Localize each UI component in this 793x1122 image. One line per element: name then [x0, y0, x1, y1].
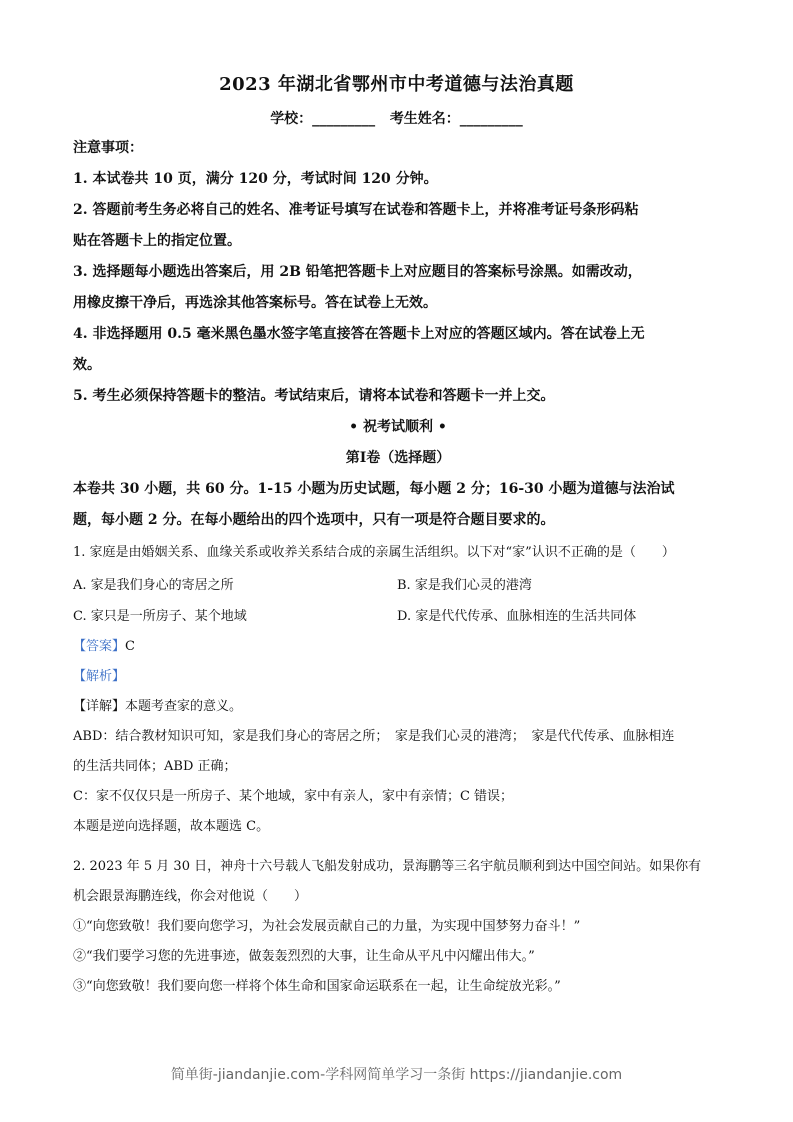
question-1-stem: [73, 538, 723, 568]
section-description-line: 题，每小题 2 分。在每小题给出的四个选项中，只有一项是符合题目要求的。: [73, 512, 555, 528]
footer-watermark-text: 简单街-jiandanjie.com-学科网简单学习一条街 https://jiandanjie.com: [170, 1067, 623, 1083]
statement-item: ③“向您致敬！我们要向您一样将个体生命和国家命运联系在一起，让生命绽放光彩。”: [73, 979, 561, 994]
detail-line: C：家不仅仅只是一所房子、某个地域，家中有亲人，家中有亲情；C 错误；: [73, 789, 514, 804]
good-luck-wish: • 祝考试顺利 •: [349, 419, 447, 435]
notice-line: 贴在答题卡上的指定位置。: [73, 233, 241, 249]
detail-line: ABD：结合教材知识可知，家是我们身心的寄居之所； 家是我们心灵的港湾； 家是代代传承、血脉相连: [73, 729, 675, 744]
answer-line: [73, 632, 723, 662]
statement-item: ②“我们要学习您的先进事迹，做轰轰烈烈的大事，让生命从平凡中闪耀出伟大。”: [73, 949, 535, 964]
detail-line: 【详解】本题考查家的意义。: [73, 699, 243, 714]
notice-section: [73, 133, 723, 536]
school-field-label: 学校：_________: [270, 111, 376, 127]
detail-line: 本题是逆向选择题，故本题选 C。: [73, 819, 270, 834]
notice-line: 4. 非选择题用 0.5 毫米黑色墨水签字笔直接答在答题卡上对应的答题区域内。答在试卷上无: [73, 326, 645, 342]
option-d: D. 家是代代传承、血脉相连的生活共同体: [397, 609, 637, 624]
question-1-options: [73, 570, 723, 632]
notice-line: 5. 考生必须保持答题卡的整洁。考试结束后，请将本试卷和答题卡一并上交。: [73, 388, 555, 404]
notice-line: 3. 选择题每小题选出答案后，用 2B 铅笔把答题卡上对应题目的答案标号涂黑。如需改动，: [73, 264, 642, 280]
question-1-solution: [73, 632, 723, 842]
option-row: [73, 570, 723, 601]
option-b: B. 家是我们心灵的港湾: [397, 578, 532, 593]
statement-item: ①“向您致敬！我们要向您学习，为社会发展贡献自己的力量，为实现中国梦努力奋斗！”: [73, 919, 581, 934]
notice-line: 1. 本试卷共 10 页，满分 120 分，考试时间 120 分钟。: [73, 171, 438, 187]
answer-value: C: [125, 639, 135, 654]
section-description-line: 本卷共 30 小题，共 60 分。1-15 小题为历史试题，每小题 2 分；16-30 小题为道德与法治试: [73, 481, 675, 497]
detail-line: 的生活共同体；ABD 正确；: [73, 759, 237, 774]
analysis-tag: 【解析】: [73, 669, 126, 684]
student-info-line: [0, 108, 793, 128]
question-stem-line: 机会跟景海鹏连线，你会对他说（ ）: [73, 889, 308, 904]
question-stem: 1. 家庭是由婚姻关系、血缘关系或收养关系结合成的亲属生活组织。以下对“家”认识不正确的是（ ）: [73, 545, 675, 560]
option-c: C. 家只是一所房子、某个地域: [73, 609, 247, 624]
page-title: 2023 年湖北省鄂州市中考道德与法治真题: [219, 74, 574, 95]
notice-line: 效。: [73, 357, 101, 373]
question-2: [73, 852, 723, 1002]
question-stem-line: 2. 2023 年 5 月 30 日，神舟十六号载人飞船发射成功，景海鹏等三名宇航员顺利到达中国空间站。如果你有: [73, 859, 702, 874]
section-title: 第Ⅰ卷（选择题）: [345, 450, 451, 466]
option-a: A. 家是我们身心的寄居之所: [73, 578, 234, 593]
name-field-label: 考生姓名：_________: [389, 111, 523, 127]
notice-line: 用橡皮擦干净后，再选涂其他答案标号。答在试卷上无效。: [73, 295, 437, 311]
notice-heading: 注意事项：: [73, 140, 143, 156]
answer-tag: 【答案】: [73, 639, 126, 654]
option-row: [73, 601, 723, 632]
notice-line: 2. 答题前考生务必将自己的姓名、准考证号填写在试卷和答题卡上，并将准考证号条形码粘: [73, 202, 639, 218]
